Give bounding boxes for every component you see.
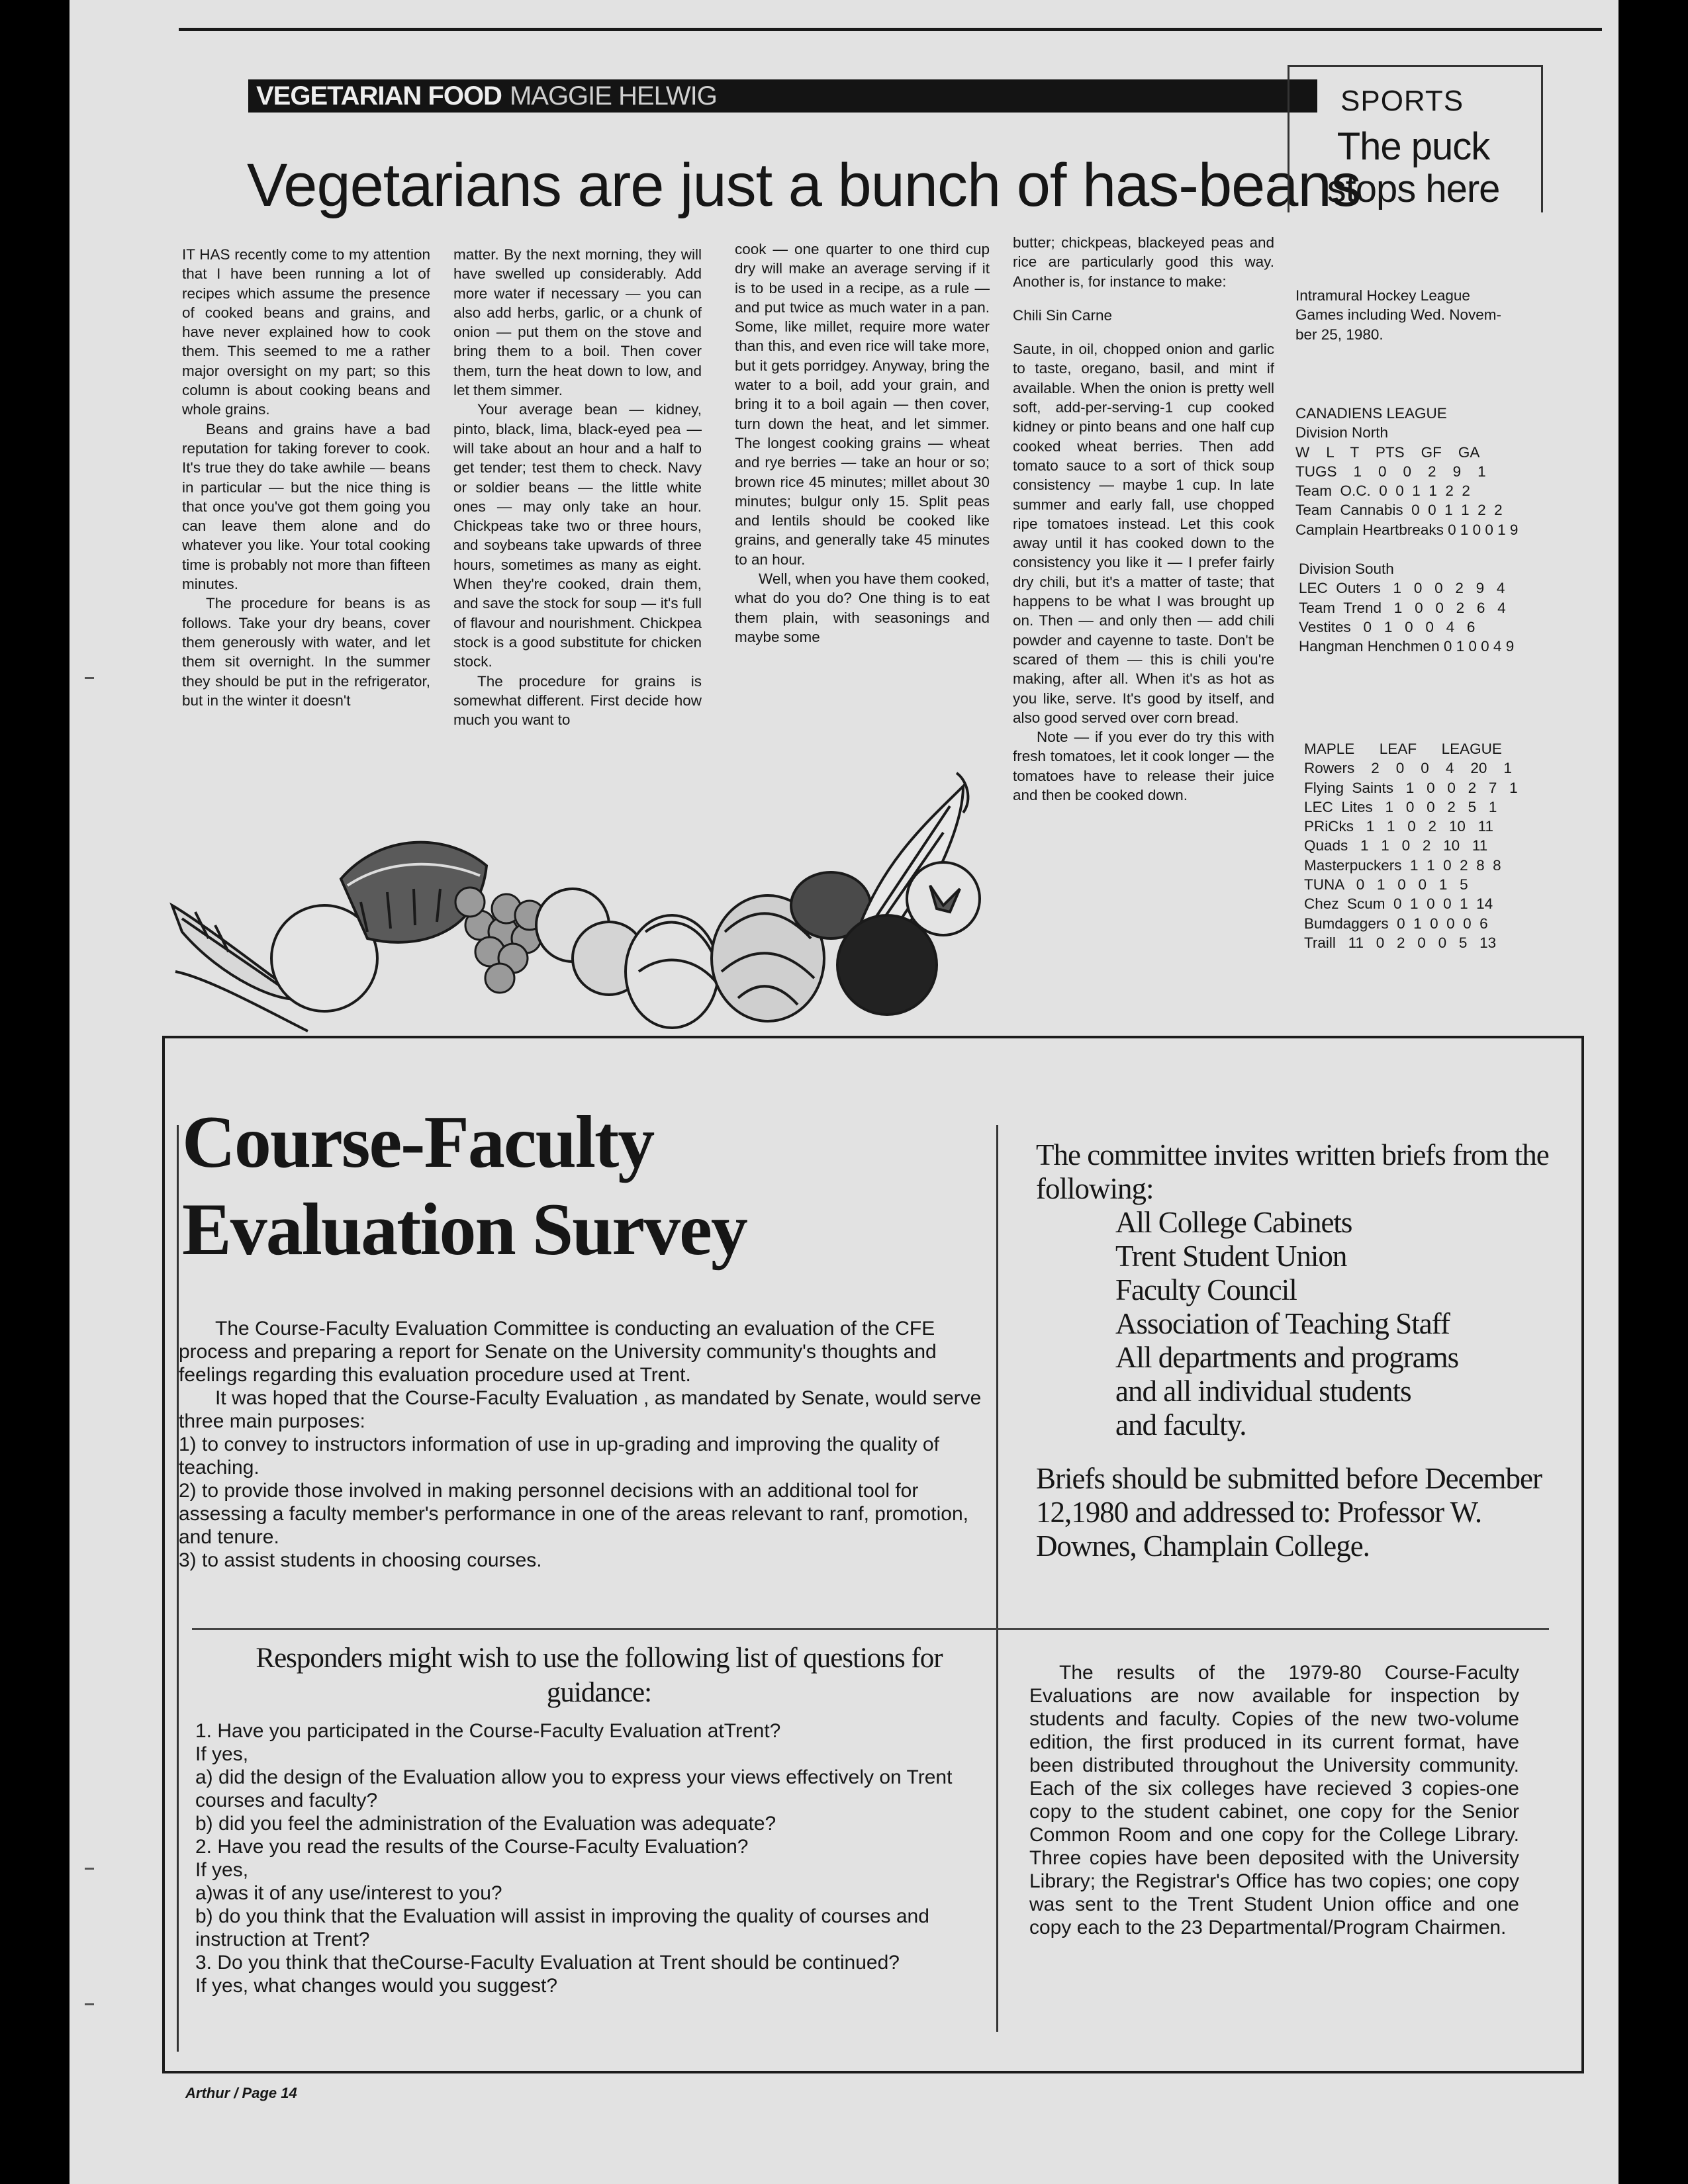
question: If yes, bbox=[195, 1743, 249, 1765]
invitee: All departments and programs bbox=[1115, 1341, 1459, 1374]
invitee: Faculty Council bbox=[1115, 1273, 1297, 1306]
paragraph: It was hoped that the Course-Faculty Evaluation , as mandated by Senate, would serve three main purposes: bbox=[179, 1387, 982, 1432]
canadiens-standings: CANADIENS LEAGUE Division North W L T PTS GF GA TUGS 1 0 0 2 9 1 Team O.C. 0 0 1 1 2 2 Team Cannabis 0 0 1 1 2 2 Camplain Heartbreaks 0 1 0 0 1 9 bbox=[1295, 405, 1519, 538]
invitee: and faculty. bbox=[1115, 1408, 1246, 1441]
question: 2. Have you read the results of the Course-Faculty Evaluation? bbox=[195, 1836, 749, 1858]
question: a)was it of any use/interest to you? bbox=[195, 1882, 502, 1904]
maple-leaf-standings: MAPLE LEAF LEAGUE Rowers 2 0 0 4 20 1 Flying Saints 1 0 0 2 7 1 LEC Lites 1 0 0 2 5 1 PRiCks 1 1 0 2 10 11 Quads 1 1 0 2 10 11 Masterpuckers 1 1 0 2 8 8 TUNA 0 1 0 0 1 5 Chez Scum 0 1 0 0 1 14 Bumdaggers 0 1 0 0 0 6 Traill 11 0 2 0 0 5 13 bbox=[1304, 741, 1518, 951]
section-name: VEGETARIAN FOOD bbox=[256, 81, 502, 111]
paragraph: Well, when you have them cooked, what do you do? One thing is to eat them plain, with seasonings and maybe some bbox=[735, 570, 990, 645]
question-list bbox=[195, 1719, 990, 1997]
invitee: and all individual students bbox=[1115, 1375, 1411, 1408]
newspaper-page bbox=[70, 0, 1618, 2184]
responders-heading: Responders might wish to use the following list of questions for guidance: bbox=[256, 1643, 943, 1708]
sports-intro: Intramural Hockey League Games including Wed. Novem- ber 25, 1980. bbox=[1295, 287, 1501, 343]
division-south-standings: Division South LEC Outers 1 0 0 2 9 4 Team Trend 1 0 0 2 6 4 Vestites 0 1 0 0 4 6 Hangman Henchmen 0 1 0 0 4 9 bbox=[1299, 561, 1515, 655]
paragraph: The Course-Faculty Evaluation Committee is conducting an evaluation of the CFE process and preparing a report for Senate on the University community's thoughts and feelings regarding this evaluation procedure used at Trent. bbox=[179, 1318, 937, 1386]
cfe-intro bbox=[179, 1317, 990, 1572]
margin-mark bbox=[85, 677, 94, 679]
question: b) did you feel the administration of the Evaluation was adequate? bbox=[195, 1813, 776, 1835]
question: 1. Have you participated in the Course-Faculty Evaluation atTrent? bbox=[195, 1720, 781, 1742]
page-footer: Arthur / Page 14 bbox=[185, 2085, 297, 2101]
top-rule bbox=[179, 28, 1602, 31]
column-2 bbox=[453, 245, 702, 729]
deadline-notice: Briefs should be submitted before December 12,1980 and addressed to: Professor W. Downes, Champlain College. bbox=[1036, 1462, 1542, 1563]
cfe-title bbox=[182, 1099, 747, 1273]
sports-kicker: SPORTS bbox=[1340, 85, 1464, 117]
question: b) do you think that the Evaluation will assist in improving the quality of courses and instruction at Trent? bbox=[195, 1905, 929, 1950]
invite-lead: The committee invites written briefs from the following: bbox=[1036, 1138, 1549, 1205]
paragraph: The procedure for beans is as follows. Take your dry beans, cover them generously with water, and let them sit overnight. In the summer they should be put in the refrigerator, but in the winter it doesn't bbox=[182, 595, 430, 709]
invitee: All College Cabinets bbox=[1115, 1206, 1352, 1239]
cfe-title-line: Course-Faculty bbox=[182, 1101, 654, 1183]
paragraph: IT HAS recently come to my attention that I have been running a lot of recipes which assume the presence of cooked beans and grains, and have never explained how to cook them. This seemed to me a rather major oversight on my part; so this column is about cooking beans and whole grains. bbox=[182, 246, 430, 418]
paragraph: Note — if you ever do try this with fresh tomatoes, let it cook longer — the tomatoes have to release their juice and then be cooked down. bbox=[1013, 729, 1274, 804]
margin-mark bbox=[85, 2003, 94, 2005]
paragraph: cook — one quarter to one third cup dry will make an average serving if it is to be used in a recipe, as a rule — and put twice as much water in a pan. Some, like millet, require more water than this, and even rice will take more, but it gets porridgey. Anyway, bring the water to a boil, add your grain, and bring it to a boil again — then cover, turn down the heat, and let simmer. The longest cooking grains — wheat and rye berries — take an hour or so; brown rice 45 minutes; millet about 30 minutes; bulgur only 15. Split peas and lentils should be cooked like grains, and generally take 45 minutes to an hour. bbox=[735, 241, 990, 568]
column-3 bbox=[735, 240, 990, 647]
invitee: Association of Teaching Staff bbox=[1115, 1307, 1450, 1340]
margin-mark bbox=[85, 1868, 94, 1870]
paragraph: matter. By the next morning, they will have swelled up considerably. Add more water if necessary — you can also add herbs, garlic, or a chunk of onion — put them on the stove and bring them to a boil. Then cover them, turn the heat down to low, and let them simmer. bbox=[453, 246, 702, 399]
results-notice bbox=[1029, 1661, 1519, 1939]
question: If yes, bbox=[195, 1859, 249, 1881]
paragraph: butter; chickpeas, blackeyed peas and rice are particularly good this way. Another is, for instance to make: bbox=[1013, 234, 1274, 290]
paragraph: The procedure for grains is somewhat different. First decide how much you want to bbox=[453, 672, 702, 729]
paragraph: Saute, in oil, chopped onion and garlic to taste, oregano, basil, and mint if available. When the onion is pretty well soft, add-per-serving-1 cup cooked kidney or pinto beans and one half cup cooked wheat berries. Then add tomato sauce to a sort of thick soup consistency — maybe 1 cup. In late summer and early fall, use chopped ripe tomatoes instead. Let this cook away until it has cooked down to the consistency you like it — I prefer fairly dry chili, but it's a matter of taste; that happens to be what I was brought up on. Then — and only then — add chili powder and cayenne to taste. Don't be scared of them — this is chili you're making, after all. When it's as hot as you like, serve. It's good by itself, and also good served over corn bread. bbox=[1013, 341, 1274, 726]
author-name: MAGGIE HELWIG bbox=[509, 81, 717, 111]
question: If yes, what changes would you suggest? bbox=[195, 1975, 558, 1997]
purpose-item: 1) to convey to instructors information of use in up-grading and improving the quality of teaching. bbox=[179, 1433, 939, 1479]
question: a) did the design of the Evaluation allow you to express your views effectively on Trent courses and faculty? bbox=[195, 1766, 953, 1811]
column-1 bbox=[182, 245, 430, 710]
ad-inner-left-rule bbox=[177, 1125, 179, 2052]
paragraph: Beans and grains have a bad reputation for taking forever to cook. It's true they do take awhile — beans in particular — but the nice thing is that once you've got them going you can leave them alone and do whatever you like. Your total cooking time is probably not more than fifteen minutes. bbox=[182, 420, 430, 593]
purpose-item: 2) to provide those involved in making personnel decisions with an additional tool for assessing a faculty member's performance in one of the areas relevant to ranf, promotion, and tenure. bbox=[179, 1480, 968, 1548]
question: 3. Do you think that theCourse-Faculty Evaluation at Trent should be continued? bbox=[195, 1952, 900, 1974]
vegetable-illustration bbox=[169, 760, 1029, 1038]
recipe-title: Chili Sin Carne bbox=[1013, 306, 1113, 324]
sports-headline: The puck stops here bbox=[1327, 125, 1500, 210]
invitation-block bbox=[1036, 1138, 1559, 1563]
purpose-item: 3) to assist students in choosing courses. bbox=[179, 1549, 542, 1571]
column-4 bbox=[1013, 233, 1274, 805]
paragraph: Your average bean — kidney, pinto, black, lima, black-eyed pea — will take about an hour and a half to get tender; test them to check. Navy or soldier beans — the little white ones — may only take an hour. Chickpeas take two or three hours, and soybeans take upwards of three hours, sometimes as many as eight. When they're cooked, drain them, and save the stock for soup — it's full of flavour and nourishment. Chickpea stock is a good substitute for chicken stock. bbox=[453, 401, 702, 670]
invitee: Trent Student Union bbox=[1115, 1240, 1347, 1273]
cfe-title-line: Evaluation Survey bbox=[182, 1189, 747, 1271]
ad-vertical-rule bbox=[996, 1125, 998, 2032]
section-label bbox=[256, 79, 717, 113]
ad-horizontal-rule bbox=[192, 1628, 1549, 1630]
paragraph: The results of the 1979-80 Course-Faculty Evaluations are now available for inspection by students and faculty. Copies of the new two-volume edition, the first produced in its current format, have been distributed throughout the University community. Each of the six colleges have recieved 3 copies-one copy to the student cabinet, one copy for the Senior Common Room and one copy for the College Library. Three copies have been deposited with the University Library; the Registrar's Office has two copies; one copy was sent to the Trent Student Union office and one copy each to the 23 Departmental/Program Chairmen. bbox=[1029, 1662, 1519, 1938]
column-headline: Vegetarians are just a bunch of has-beans bbox=[247, 152, 1361, 219]
